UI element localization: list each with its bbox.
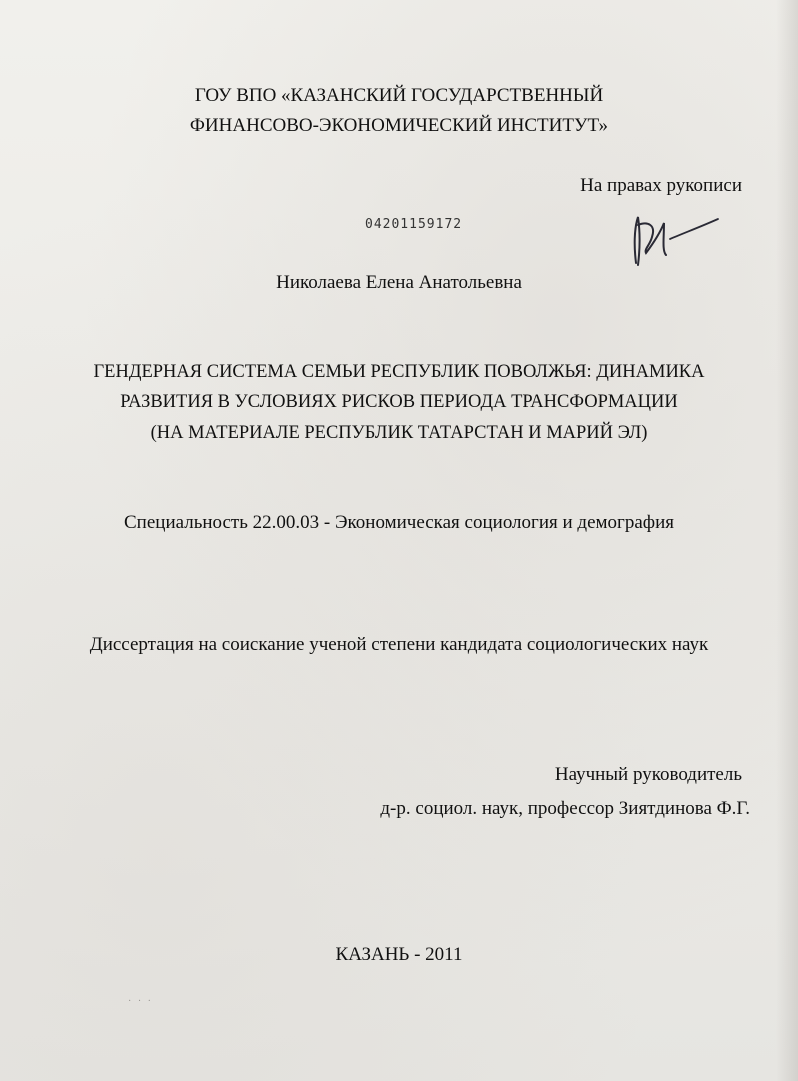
rights-note: На правах рукописи (580, 175, 742, 196)
dissertation-title-line-2: РАЗВИТИЯ В УСЛОВИЯХ РИСКОВ ПЕРИОДА ТРАНСФОРМАЦИИ (120, 392, 678, 412)
city-year: КАЗАНЬ - 2011 (335, 944, 463, 965)
institute-name-line-2: ФИНАНСОВО-ЭКОНОМИЧЕСКИЙ ИНСТИТУТ» (189, 115, 609, 136)
advisor-role: Научный руководитель (554, 764, 742, 785)
degree-line: Диссертация на соискание ученой степени кандидата социологических наук (89, 634, 709, 655)
author-name: Николаева Елена Анатольевна (276, 272, 522, 293)
scan-specks: · · · (128, 996, 153, 1007)
dissertation-title-line-3: (НА МАТЕРИАЛЕ РЕСПУБЛИК ТАТАРСТАН И МАРИЙ ЭЛ) (150, 423, 648, 443)
dissertation-title-line-1: ГЕНДЕРНАЯ СИСТЕМА СЕМЬИ РЕСПУБЛИК ПОВОЛЖЬЯ: ДИНАМИКА (93, 362, 705, 382)
page-edge-shadow (776, 0, 798, 1081)
author-signature (622, 203, 722, 273)
advisor-name: д-р. социол. наук, профессор Зиятдинова Ф.Г. (380, 798, 750, 819)
specialty-line: Специальность 22.00.03 - Экономическая социология и демография (124, 512, 674, 533)
registration-code: 04201159172 (365, 217, 463, 232)
institute-name-line-1: ГОУ ВПО «КАЗАНСКИЙ ГОСУДАРСТВЕННЫЙ (194, 85, 604, 106)
